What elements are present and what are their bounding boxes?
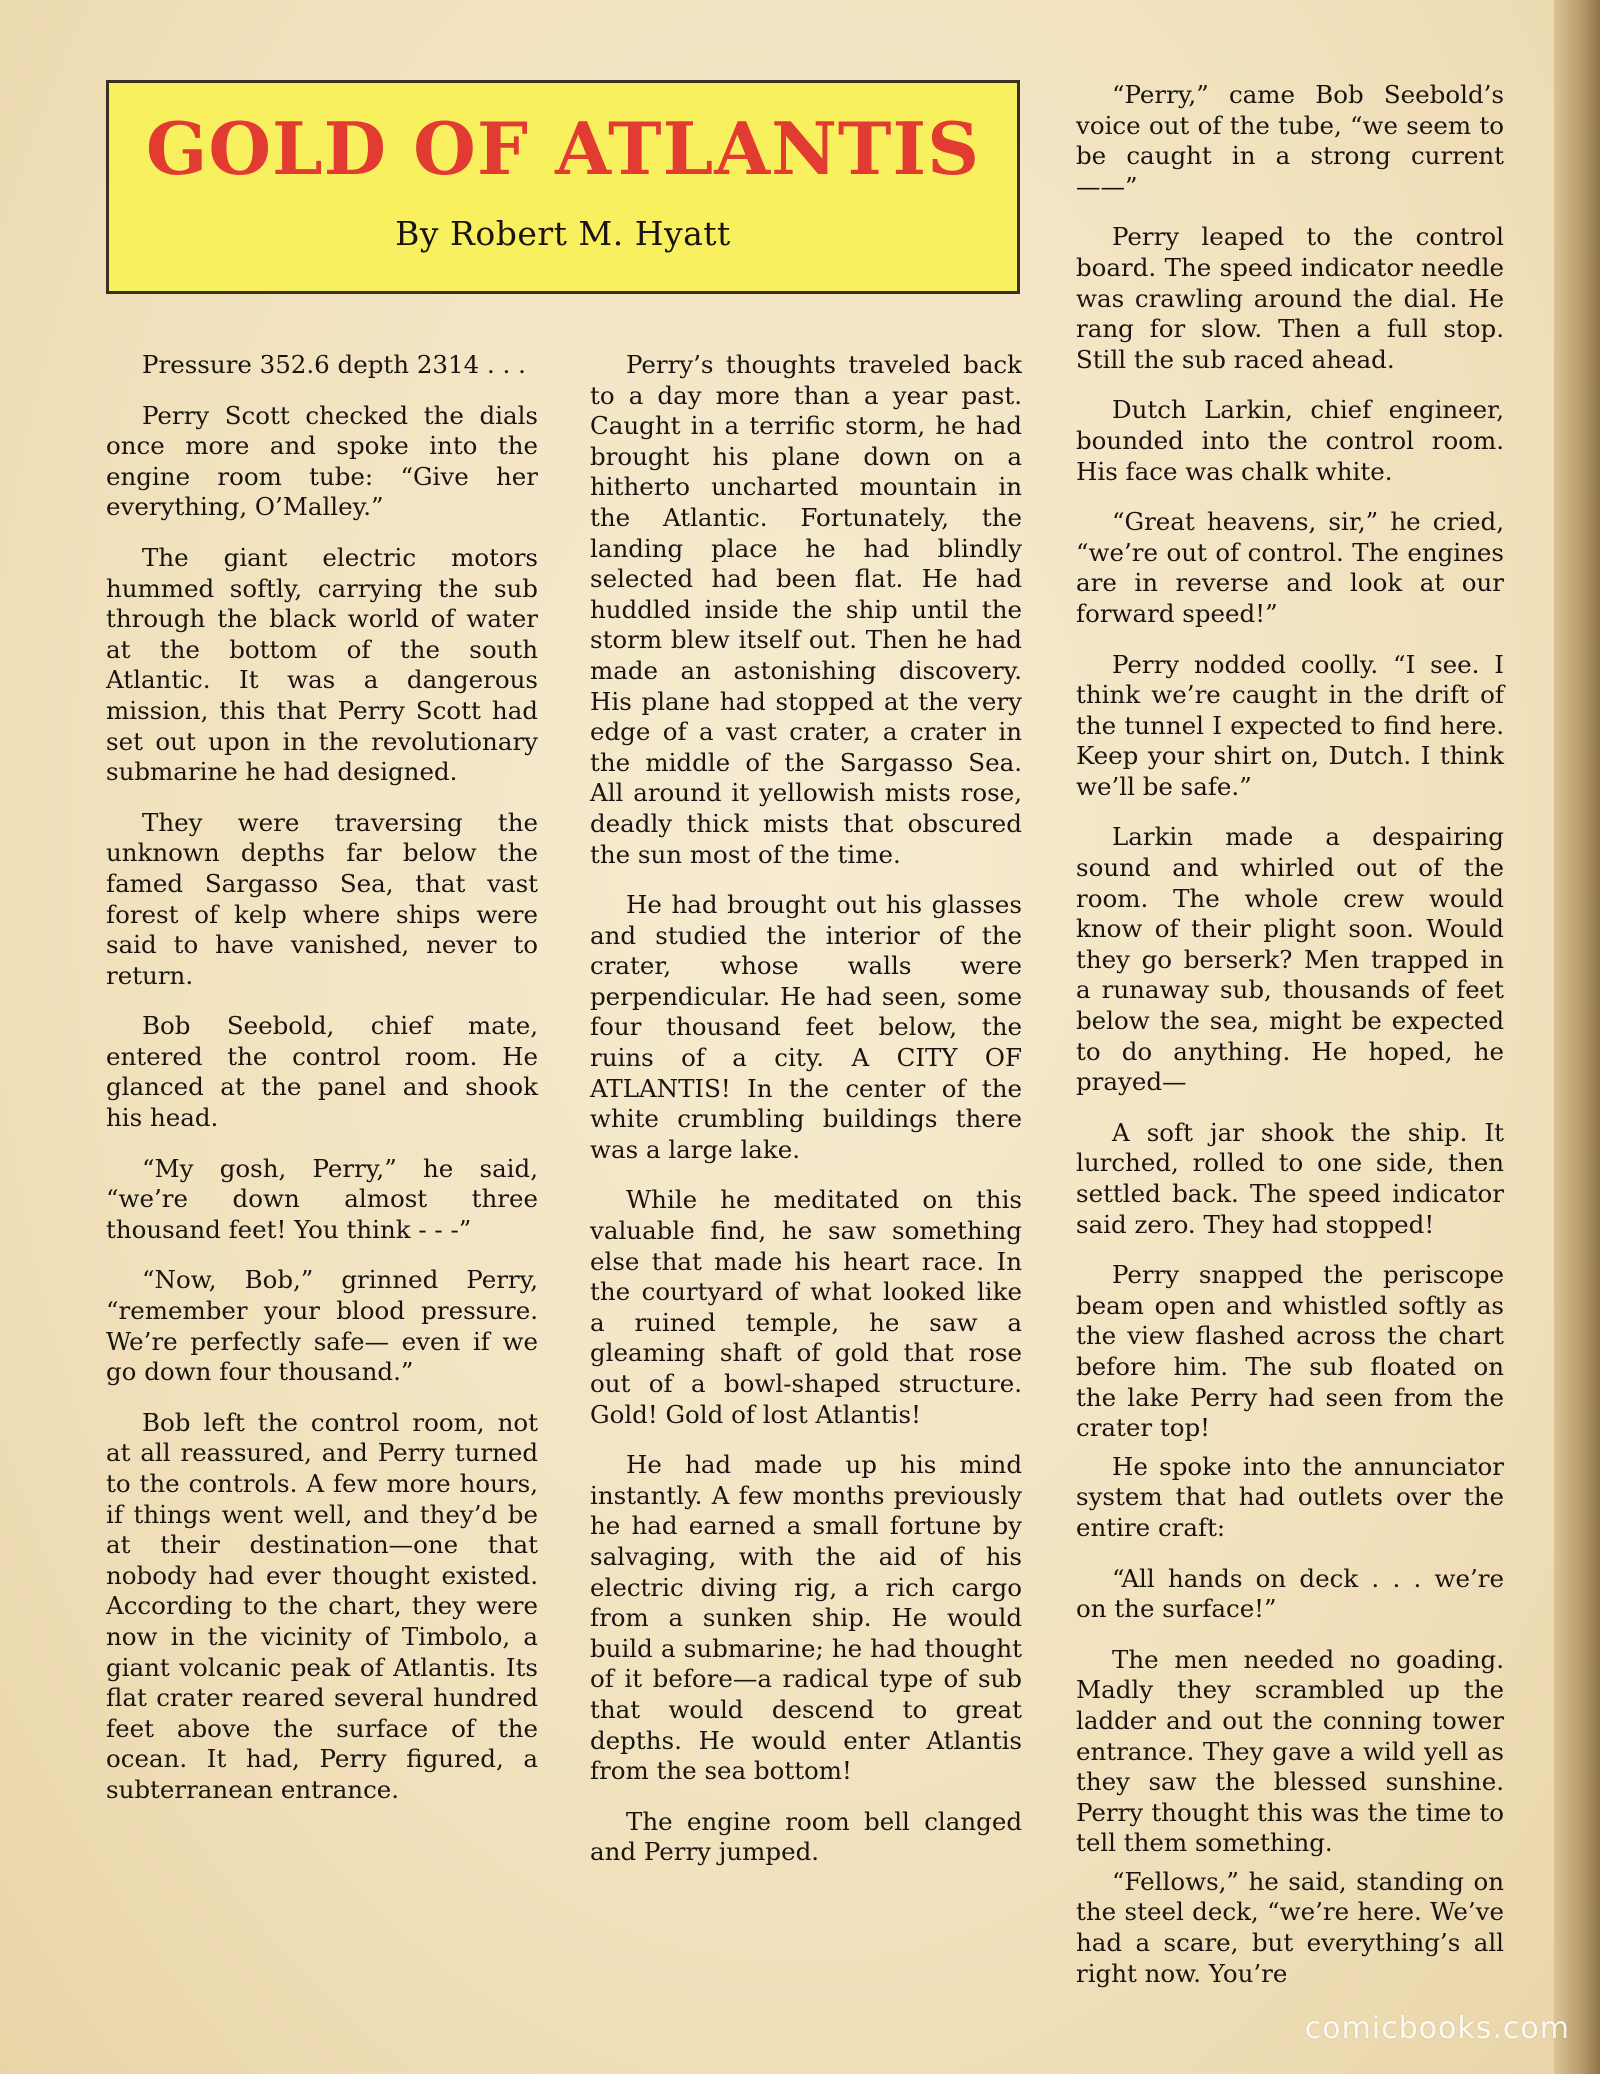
paragraph: Bob left the control room, not at all reassured, and Perry turned to the controls. A few more hours, if things went well, and they’d be at their destination—one that nobody had ever thought existed. According to the chart, they were now in the vicinity of Timbolo, a giant volcanic peak of Atlantis. Its flat crater reared several hundred feet above the surface of the ocean. It had, Perry figured, a subterranean entrance. <box>106 1407 538 1804</box>
paragraph: They were traversing the unknown depths far below the famed Sargasso Sea, that vast forest of kelp where ships were said to have vanished, never to return. <box>106 807 538 990</box>
paragraph: Perry Scott checked the dials once more and spoke into the engine room tube: “Give her everything, O’Malley.” <box>106 400 538 522</box>
paragraph: “All hands on deck . . . we’re on the surface!” <box>1076 1563 1504 1624</box>
paragraph: Larkin made a despairing sound and whirled out of the room. The whole crew would know of their plight soon. Would they go berserk? Men trapped in a runaway sub, thousands of feet below the sea, might be expected to do anything. He hoped, he prayed— <box>1076 822 1504 1097</box>
story-title: GOLD OF ATLANTIS <box>145 106 981 191</box>
paragraph: The engine room bell clanged and Perry jumped. <box>590 1806 1022 1867</box>
paragraph: “Now, Bob,” grinned Perry, “remember your blood pressure. We’re perfectly safe— even if we go down four thousand.” <box>106 1265 538 1387</box>
paragraph: The giant electric motors hummed softly, carrying the sub through the black world of water at the bottom of the south Atlantic. It was a dangerous mission, this that Perry Scott had set out upon in the revolutionary submarine he had designed. <box>106 542 538 787</box>
paragraph: “Perry,” came Bob Seebold’s voice out of the tube, “we seem to be caught in a strong current ——” <box>1076 80 1504 201</box>
page-edge <box>1554 0 1600 2074</box>
paragraph: He spoke into the annunciator system that had outlets over the entire craft: <box>1076 1451 1504 1542</box>
paragraph: “Fellows,” he said, standing on the steel deck, “we’re here. We’ve had a scare, but everything’s all right now. You’re <box>1076 1866 1504 1988</box>
title-box <box>106 80 1020 294</box>
paragraph: Perry nodded coolly. “I see. I think we’re caught in the drift of the tunnel I expected to find here. Keep your shirt on, Dutch. I think we’ll be safe.” <box>1076 649 1504 801</box>
paragraph: “My gosh, Perry,” he said, “we’re down almost three thousand feet! You think - - -” <box>106 1153 538 1244</box>
text-column-2 <box>590 350 1022 1888</box>
paragraph: Perry snapped the periscope beam open and whistled softly as the view flashed across the chart before him. The sub floated on the lake Perry had seen from the crater top! <box>1076 1260 1504 1443</box>
paragraph: Perry’s thoughts traveled back to a day more than a year past. Caught in a terrific storm, he had brought his plane down on a hitherto uncharted mountain in the Atlantic. Fortunately, the landing place he had blindly selected had been flat. He had huddled inside the ship until the storm blew itself out. Then he had made an astonishing discovery. His plane had stopped at the very edge of a vast crater, a crater in the middle of the Sargasso Sea. All around it yellowish mists rose, deadly thick mists that obscured the sun most of the time. <box>590 350 1022 869</box>
paragraph: “Great heavens, sir,” he cried, “we’re out of control. The engines are in reverse and look at our forward speed!” <box>1076 507 1504 628</box>
paragraph: Pressure 352.6 depth 2314 . . . <box>142 350 526 379</box>
paragraph: Bob Seebold, chief mate, entered the control room. He glanced at the panel and shook his head. <box>106 1011 538 1133</box>
paragraph: He had made up his mind instantly. A few months previously he had earned a small fortune by salvaging, with the aid of his electric diving rig, a rich cargo from a sunken ship. He would build a submarine; he had thought of it before—a radical type of sub that would descend to great depths. He would enter Atlantis from the sea bottom! <box>590 1450 1022 1786</box>
paragraph: He had brought out his glasses and studied the interior of the crater, whose walls were perpendicular. He had seen, some four thousand feet below, the ruins of a city. A CITY OF ATLANTIS! In the center of the white crumbling buildings there was a large lake. <box>590 890 1022 1164</box>
paragraph: The men needed no goading. Madly they scrambled up the ladder and out the conning tower entrance. They gave a wild yell as they saw the blessed sunshine. Perry thought this was the time to tell them something. <box>1076 1644 1504 1858</box>
text-column-3 <box>1076 80 1504 2009</box>
paragraph: While he meditated on this valuable find, he saw something else that made his heart race. In the courtyard of what looked like a ruined temple, he saw a gleaming shaft of gold that rose out of a bowl-shaped structure. Gold! Gold of lost Atlantis! <box>590 1185 1022 1429</box>
story-byline: By Robert M. Hyatt <box>395 214 731 254</box>
paragraph: A soft jar shook the ship. It lurched, rolled to one side, then settled back. The speed indicator said zero. They had stopped! <box>1076 1117 1504 1239</box>
paragraph: Perry leaped to the control board. The speed indicator needle was crawling around the dial. He rang for slow. Then a full stop. Still the sub raced ahead. <box>1076 222 1504 374</box>
text-column-1 <box>106 350 538 1826</box>
site-watermark: comicbooks.com <box>1304 2011 1570 2046</box>
paragraph: Dutch Larkin, chief engineer, bounded into the control room. His face was chalk white. <box>1076 395 1504 486</box>
